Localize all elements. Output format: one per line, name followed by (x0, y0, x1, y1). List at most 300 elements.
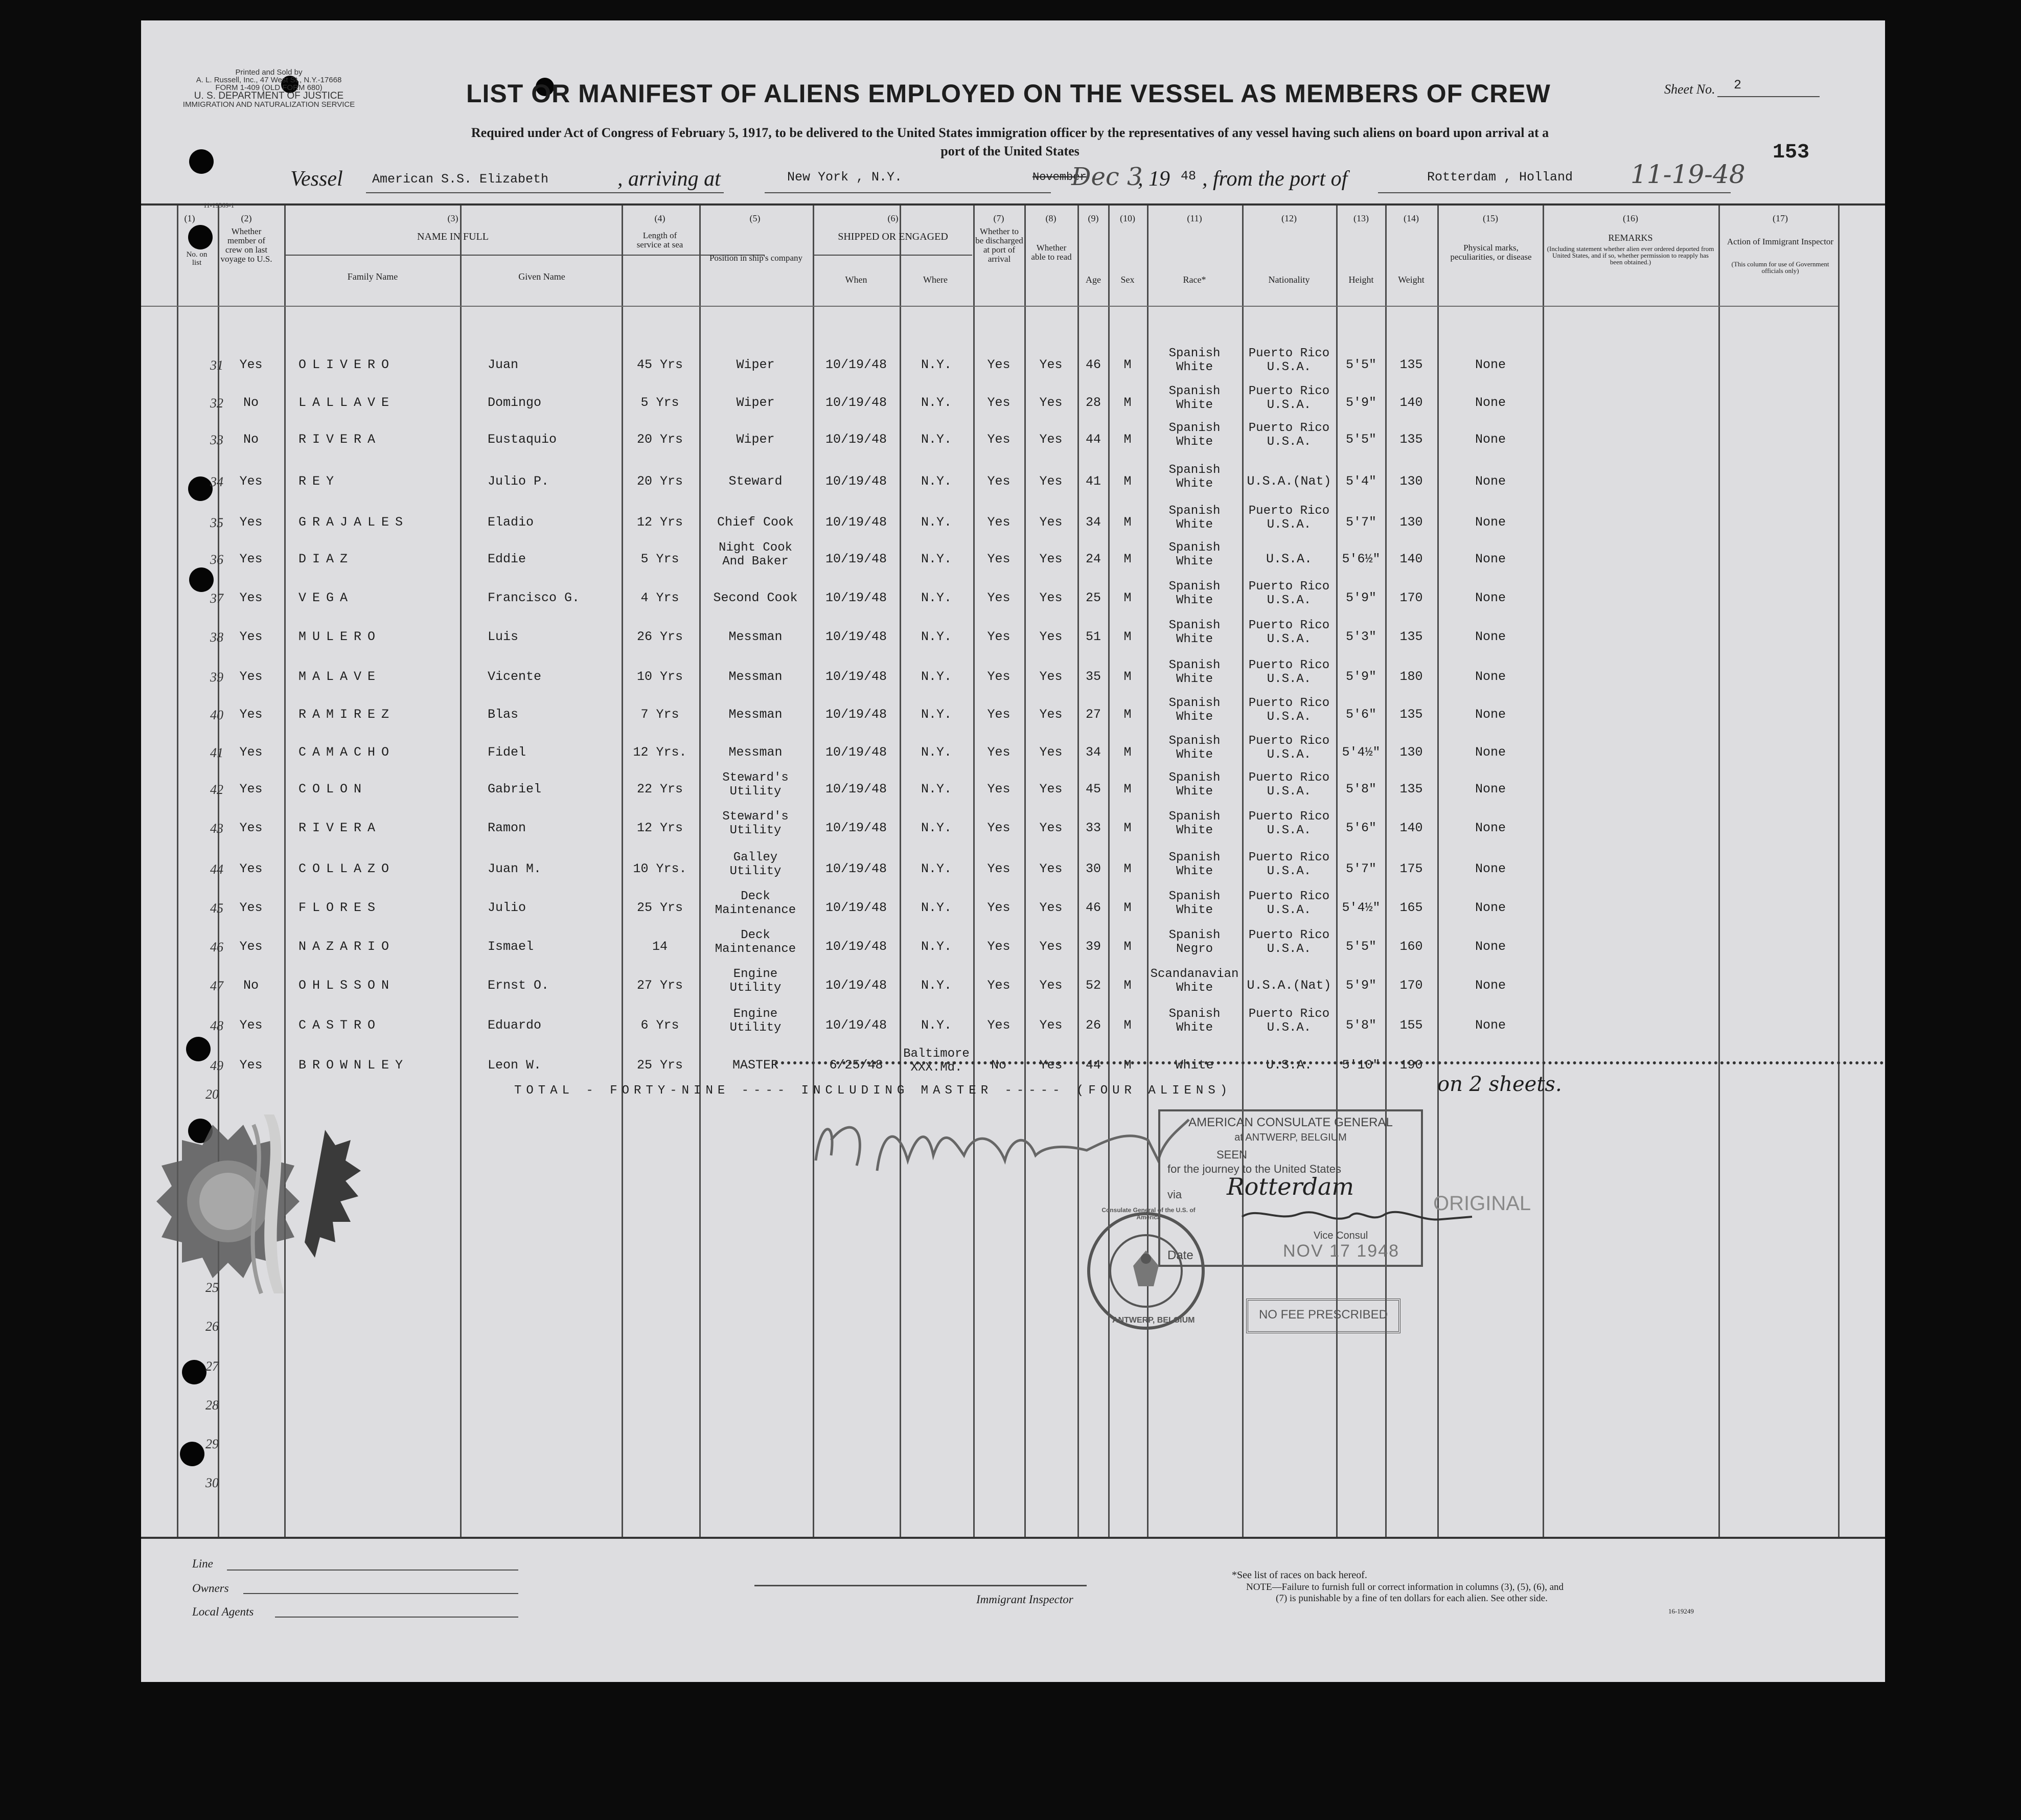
inspector-label: Immigrant Inspector (976, 1593, 1073, 1606)
cell-family: MALAVE (298, 669, 382, 684)
col13-number: (13) (1353, 213, 1369, 223)
sheet-number: 2 (1734, 78, 1742, 93)
column-rule (1437, 206, 1439, 1537)
cell-height: 5'5" (1345, 357, 1376, 372)
cell-position-part: Steward's (722, 810, 789, 824)
cell-crew: Yes (239, 590, 263, 605)
cell-when: 10/19/48 (825, 629, 887, 644)
shipped-when-header: When (845, 275, 867, 285)
cell-position: MASTER (732, 1058, 778, 1073)
shipped-where-header: Where (923, 275, 948, 285)
cell-age: 45 (1085, 782, 1101, 797)
cell-discharged: Yes (987, 395, 1010, 410)
owners-label: Owners (192, 1582, 229, 1595)
line-label: Line (192, 1557, 213, 1570)
cell-read: Yes (1039, 782, 1063, 797)
cell-race-part: Spanish (1168, 580, 1221, 594)
cell-nationality-part: Puerto Rico (1248, 890, 1330, 903)
total-sheets-handwritten: on 2 sheets. (1437, 1073, 1562, 1096)
cell-discharged: Yes (987, 782, 1010, 797)
col10-header: Sex (1120, 275, 1135, 285)
cell-position-part: Utility (729, 981, 782, 995)
row-number: 28 (205, 1398, 219, 1413)
col9-number: (9) (1088, 213, 1099, 223)
cell-given: Ismael (488, 939, 534, 954)
cell-no: 42 (210, 782, 223, 797)
cell-family: DIAZ (298, 552, 354, 566)
cell-given: Eduardo (488, 1018, 542, 1033)
cell-no: 34 (210, 474, 223, 489)
row-number: 29 (205, 1437, 219, 1451)
cell-service: 45 Yrs (636, 357, 683, 372)
cell-sex: M (1123, 745, 1132, 760)
cell-age: 30 (1085, 861, 1101, 876)
cell-position-part: And Baker (722, 555, 789, 568)
cell-age: 33 (1085, 821, 1101, 835)
cell-where: N.Y. (921, 707, 952, 722)
cell-where: N.Y. (921, 552, 952, 566)
cell-given: Blas (488, 707, 519, 722)
cell-read: Yes (1039, 669, 1063, 684)
form-number: 16-19249 (1668, 1607, 1694, 1615)
ribbon-seal-graphic (156, 1094, 376, 1309)
cell-weight: 140 (1399, 552, 1423, 566)
cell-family: GRAJALES (298, 515, 409, 530)
cell-position: Messman (728, 707, 783, 722)
cell-marks: None (1475, 745, 1506, 760)
cell-crew: Yes (239, 939, 263, 954)
cell-nationality-part: Puerto Rico (1248, 1007, 1330, 1021)
cell-read: Yes (1039, 978, 1063, 993)
footnote-races: *See list of races on back hereof. (1232, 1569, 1367, 1581)
cell-weight: 130 (1399, 745, 1423, 760)
col8-number: (8) (1045, 213, 1057, 223)
cell-sex: M (1123, 861, 1132, 876)
cell-no: 35 (210, 515, 223, 530)
cell-age: 26 (1085, 1018, 1101, 1033)
column-rule (1718, 206, 1720, 1537)
cell-nationality-part: U.S.A. (1267, 785, 1312, 799)
cell-marks: None (1475, 629, 1506, 644)
cell-weight: 160 (1399, 939, 1423, 954)
cell-race: White (1175, 1058, 1214, 1073)
footnote-fine-2: (7) is punishable by a fine of ten dollars for each alien. See other side. (1276, 1593, 1548, 1604)
stamp-line: at ANTWERP, BELGIUM (1234, 1132, 1347, 1143)
cell-where: N.Y. (921, 1018, 952, 1033)
cell-race-part: Spanish (1168, 928, 1221, 942)
cell-family: OHLSSON (298, 978, 396, 993)
col15-header: Physical marks, peculiarities, or disease (1450, 243, 1532, 262)
cell-given: Ernst O. (488, 978, 549, 993)
cell-age: 51 (1085, 629, 1101, 644)
cell-position: Second Cook (713, 590, 798, 605)
sheet-label: Sheet No. (1664, 82, 1715, 97)
arrival-port: New York , N.Y. (787, 170, 903, 185)
cell-read: Yes (1039, 745, 1063, 760)
cell-height: 5'4½" (1342, 900, 1381, 915)
cell-service: 25 Yrs (636, 900, 683, 915)
cell-given: Julio (488, 900, 526, 915)
cell-race-part: Negro (1176, 942, 1213, 956)
cell-where: N.Y. (921, 939, 952, 954)
cell-position-part: Deck (741, 928, 770, 942)
cell-given: Eddie (488, 552, 526, 566)
cell-height: 5'9" (1345, 590, 1376, 605)
row-number: 20 (205, 1087, 219, 1102)
cell-sex: M (1123, 552, 1132, 566)
consulate-seal (1085, 1210, 1207, 1332)
manifest-sheet (141, 20, 1885, 1682)
cell-read: Yes (1039, 552, 1063, 566)
stamp-via-label: via (1167, 1188, 1182, 1201)
cell-where: N.Y. (921, 474, 952, 489)
cell-given: Leon W. (488, 1058, 542, 1073)
cell-service: 12 Yrs (636, 821, 683, 835)
cell-race-part: White (1176, 864, 1213, 878)
punch-hole (180, 1442, 204, 1466)
col11-number: (11) (1187, 213, 1202, 223)
cell-read: Yes (1039, 395, 1063, 410)
cell-marks: None (1475, 900, 1506, 915)
cell-when: 10/19/48 (825, 900, 887, 915)
no-fee-text: NO FEE PRESCRIBED (1258, 1308, 1388, 1322)
cell-position-part: Engine (733, 967, 778, 981)
original-stamp: ORIGINAL (1433, 1192, 1531, 1215)
cell-when: 10/19/48 (825, 821, 887, 835)
col2-number: (2) (241, 213, 252, 223)
cell-when: 10/19/48 (825, 357, 887, 372)
col12-header: Nationality (1268, 275, 1310, 285)
col4-header: Length of service at sea (636, 231, 683, 249)
cell-when: 10/19/48 (825, 474, 887, 489)
cell-discharged: Yes (987, 900, 1010, 915)
cell-where: N.Y. (921, 782, 952, 797)
col17-note: (This column for use of Government officials only) (1731, 260, 1829, 275)
cell-when: 10/19/48 (825, 395, 887, 410)
cell-discharged: No (991, 1058, 1006, 1073)
cell-weight: 190 (1399, 1058, 1423, 1073)
cell-no: 47 (210, 979, 223, 993)
cell-family: MULERO (298, 629, 382, 644)
cell-height: 5'5" (1345, 939, 1376, 954)
cell-age: 39 (1085, 939, 1101, 954)
cell-given: Eustaquio (488, 432, 557, 447)
cell-read: Yes (1039, 1058, 1063, 1073)
cell-discharged: Yes (987, 939, 1010, 954)
cell-height: 5'4½" (1342, 745, 1381, 760)
cell-service: 10 Yrs. (633, 861, 687, 876)
cell-nationality-part: Puerto Rico (1248, 928, 1330, 942)
seal-text: Consulate General of the U.S. of America (1101, 1207, 1196, 1221)
cell-nationality-part: Puerto Rico (1248, 347, 1330, 360)
cell-race-part: Scandanavian (1150, 967, 1239, 981)
col4-number: (4) (654, 213, 665, 223)
cell-nationality-part: Puerto Rico (1248, 771, 1330, 785)
cell-height: 5'6½" (1342, 552, 1381, 566)
cell-crew: Yes (239, 474, 263, 489)
col16-note: (Including statement whether alien ever ordered deported from United States, and if so, whether permission to reapply has been obtained.) (1547, 245, 1714, 266)
cell-height: 5'5" (1345, 432, 1376, 447)
cell-race-part: White (1176, 710, 1213, 724)
cell-read: Yes (1039, 515, 1063, 530)
cell-marks: None (1475, 515, 1506, 530)
cell-weight: 170 (1399, 590, 1423, 605)
cell-service: 5 Yrs (640, 395, 679, 410)
col7-header: Whether to be discharged at port of arrival (975, 226, 1023, 264)
arrival-date-handwritten: Dec 3 (1071, 163, 1143, 191)
column-rule (622, 206, 623, 1537)
cell-height: 5'7" (1345, 861, 1376, 876)
col9-header: Age (1086, 275, 1101, 285)
cell-race-part: Spanish (1168, 504, 1221, 518)
col6-header: SHIPPED OR ENGAGED (838, 231, 948, 242)
cell-service: 20 Yrs (636, 474, 683, 489)
cell-family: VEGA (298, 590, 354, 605)
cell-no: 37 (210, 591, 223, 606)
departure-port: Rotterdam , Holland (1427, 170, 1573, 185)
cell-height: 5'9" (1345, 395, 1376, 410)
cell-where: N.Y. (921, 978, 952, 993)
cell-marks: None (1475, 978, 1506, 993)
cell-height: 5'8" (1345, 782, 1376, 797)
cell-service: 27 Yrs (636, 978, 683, 993)
printer-line: U. S. DEPARTMENT OF JUSTICE (194, 90, 344, 101)
cell-nationality-part: U.S.A. (1267, 360, 1312, 374)
cell-family: NAZARIO (298, 939, 396, 954)
cell-crew: Yes (239, 821, 263, 835)
cell-nationality-part: Puerto Rico (1248, 421, 1330, 435)
departure-date-handwritten: 11-19-48 (1630, 160, 1746, 189)
cell-given: Vicente (488, 669, 542, 684)
cell-race-part: White (1176, 632, 1213, 646)
cell-discharged: Yes (987, 552, 1010, 566)
cell-sex: M (1123, 978, 1132, 993)
col7-number: (7) (993, 213, 1004, 223)
cell-read: Yes (1039, 590, 1063, 605)
cell-service: 4 Yrs (640, 590, 679, 605)
cell-height: 5'3" (1345, 629, 1376, 644)
punch-hole (189, 149, 214, 174)
cell-no: 43 (210, 821, 223, 836)
cell-service: 5 Yrs (640, 552, 679, 566)
cell-marks: None (1475, 861, 1506, 876)
cell-crew: Yes (239, 629, 263, 644)
cell-weight: 130 (1399, 474, 1423, 489)
cell-when: 10/19/48 (825, 669, 887, 684)
cell-position-part: Maintenance (715, 903, 796, 917)
col16-header: REMARKS (1608, 233, 1653, 243)
cell-no: 40 (210, 708, 223, 722)
cell-crew: No (243, 432, 259, 447)
cell-when: 6/25/48 (829, 1058, 883, 1073)
cell-when: 10/19/48 (825, 590, 887, 605)
cell-family: COLLAZO (298, 861, 396, 876)
cell-given: Juan M. (488, 861, 542, 876)
cell-age: 41 (1085, 474, 1101, 489)
cell-height: 5'9" (1345, 669, 1376, 684)
cell-nationality-part: Puerto Rico (1248, 504, 1330, 518)
cell-race-part: White (1176, 360, 1213, 374)
col16-number: (16) (1623, 213, 1638, 223)
cell-crew: Yes (239, 1058, 263, 1073)
cell-age: 52 (1085, 978, 1101, 993)
cell-position-part: Utility (729, 785, 782, 799)
cell-race-part: Spanish (1168, 771, 1221, 785)
footnote-fine-1: NOTE—Failure to furnish full or correct information in columns (3), (5), (6), and (1246, 1582, 1564, 1592)
cell-race-part: White (1176, 981, 1213, 995)
printer-line: A. L. Russell, Inc., 47 West St., N.Y.-17668 (196, 76, 342, 84)
printer-line: FORM 1-409 (OLD FORM 680) (215, 83, 323, 92)
cell-race-part: White (1176, 435, 1213, 449)
cell-sex: M (1123, 1058, 1132, 1073)
cell-service: 14 (652, 939, 668, 954)
cell-age: 46 (1085, 900, 1101, 915)
column-rule (1543, 206, 1544, 1537)
cell-position: Steward (728, 474, 783, 489)
cell-nationality-part: U.S.A. (1267, 1021, 1312, 1035)
cell-nationality-part: U.S.A. (1267, 398, 1312, 412)
cell-nationality-part: U.S.A. (1267, 710, 1312, 724)
cell-given: Gabriel (488, 782, 542, 797)
cell-nationality-part: U.S.A. (1267, 435, 1312, 449)
cell-nationality: U.S.A.(Nat) (1247, 474, 1331, 489)
stamp-line: AMERICAN CONSULATE GENERAL (1188, 1116, 1393, 1129)
cell-nationality: U.S.A.(Nat) (1247, 978, 1331, 993)
cell-nationality-part: U.S.A. (1267, 518, 1312, 532)
stamp-date-label: Date (1167, 1248, 1193, 1262)
cell-weight: 130 (1399, 515, 1423, 530)
cell-no: 44 (210, 862, 223, 877)
cell-age: 46 (1085, 357, 1101, 372)
cell-service: 12 Yrs (636, 515, 683, 530)
cell-race-part: Spanish (1168, 619, 1221, 632)
punch-hole (188, 225, 213, 249)
cell-given: Julio P. (488, 474, 549, 489)
cell-discharged: Yes (987, 515, 1010, 530)
vessel-name: American S.S. Elizabeth (372, 172, 549, 187)
cell-when: 10/19/48 (825, 978, 887, 993)
col13-header: Height (1348, 275, 1374, 285)
cell-race-part: Spanish (1168, 890, 1221, 903)
cell-where-part: XXX.Md. (910, 1061, 962, 1075)
printer-line: Printed and Sold by (235, 68, 303, 77)
cell-where: N.Y. (921, 629, 952, 644)
cell-crew: Yes (239, 782, 263, 797)
cell-nationality-part: Puerto Rico (1248, 384, 1330, 398)
cell-marks: None (1475, 357, 1506, 372)
cell-service: 12 Yrs. (633, 745, 687, 760)
cell-weight: 170 (1399, 978, 1423, 993)
cell-marks: None (1475, 1018, 1506, 1033)
cell-position-part: Deck (741, 890, 770, 903)
cell-height: 5'7" (1345, 515, 1376, 530)
cell-nationality-part: U.S.A. (1267, 632, 1312, 646)
cell-race-part: Spanish (1168, 696, 1221, 710)
cell-marks: None (1475, 432, 1506, 447)
cell-read: Yes (1039, 861, 1063, 876)
cell-where: N.Y. (921, 395, 952, 410)
cell-marks: None (1475, 590, 1506, 605)
cell-crew: Yes (239, 861, 263, 876)
cell-position: Wiper (736, 432, 775, 447)
cell-service: 7 Yrs (640, 707, 679, 722)
cell-age: 44 (1085, 1058, 1101, 1073)
stamp-via-handwritten: Rotterdam (1227, 1173, 1354, 1200)
cell-service: 26 Yrs (636, 629, 683, 644)
cell-discharged: Yes (987, 357, 1010, 372)
col15-number: (15) (1483, 213, 1498, 223)
cell-marks: None (1475, 395, 1506, 410)
cell-family: CASTRO (298, 1018, 382, 1033)
cell-race-part: Spanish (1168, 463, 1221, 477)
col11-header: Race* (1183, 275, 1206, 285)
cell-family: LALLAVE (298, 395, 396, 410)
cell-race-part: Spanish (1168, 734, 1221, 748)
cell-sex: M (1123, 432, 1132, 447)
cell-position: Chief Cook (717, 515, 794, 530)
column-rule (284, 206, 286, 1537)
cell-marks: None (1475, 821, 1506, 835)
cell-race-part: Spanish (1168, 347, 1221, 360)
cell-position: Messman (728, 745, 783, 760)
cell-marks: None (1475, 474, 1506, 489)
cell-race-part: Spanish (1168, 1007, 1221, 1021)
cell-race-part: White (1176, 1021, 1213, 1035)
cell-given: Francisco G. (488, 590, 580, 605)
requirement-text (284, 124, 1736, 161)
cell-weight: 135 (1399, 357, 1423, 372)
cell-nationality-part: Puerto Rico (1248, 810, 1330, 824)
cell-nationality-part: U.S.A. (1267, 594, 1312, 607)
cell-read: Yes (1039, 357, 1063, 372)
cell-crew: No (243, 395, 259, 410)
stamp-date: NOV 17 1948 (1283, 1241, 1400, 1261)
cell-discharged: Yes (987, 432, 1010, 447)
col17-number: (17) (1773, 213, 1788, 223)
cell-discharged: Yes (987, 821, 1010, 835)
requirement-line-1: Required under Act of Congress of February 5, 1917, to be delivered to the United States immigration officer by the representatives of any vessel having such aliens on board upon arrival at a (471, 125, 1549, 140)
cell-crew: Yes (239, 357, 263, 372)
cell-race-part: Spanish (1168, 851, 1221, 864)
cell-age: 34 (1085, 515, 1101, 530)
cell-marks: None (1475, 552, 1506, 566)
cell-sex: M (1123, 395, 1132, 410)
cell-marks: None (1475, 669, 1506, 684)
col14-header: Weight (1398, 275, 1425, 285)
cell-position: Messman (728, 629, 783, 644)
cell-where: N.Y. (921, 357, 952, 372)
cell-no: 49 (210, 1058, 223, 1073)
column-rule (1838, 206, 1840, 1537)
cell-family: OLIVERO (298, 357, 396, 372)
seal-city: ANTWERP, BELGIUM (1112, 1316, 1195, 1325)
cell-crew: Yes (239, 515, 263, 530)
cell-sex: M (1123, 900, 1132, 915)
stamp-seen: SEEN (1216, 1148, 1247, 1161)
cell-no: 38 (210, 630, 223, 645)
cell-race-part: White (1176, 555, 1213, 568)
cell-where: N.Y. (921, 745, 952, 760)
cell-when: 10/19/48 (825, 861, 887, 876)
year-label: , 19 (1138, 167, 1170, 191)
from-port-label: , from the port of (1202, 167, 1348, 191)
col3-number: (3) (447, 213, 458, 223)
col1-number: (1) (184, 213, 195, 223)
arrival-year: 48 (1181, 169, 1197, 184)
cell-discharged: Yes (987, 978, 1010, 993)
col3-header: NAME IN FULL (417, 231, 489, 242)
cell-service: 22 Yrs (636, 782, 683, 797)
